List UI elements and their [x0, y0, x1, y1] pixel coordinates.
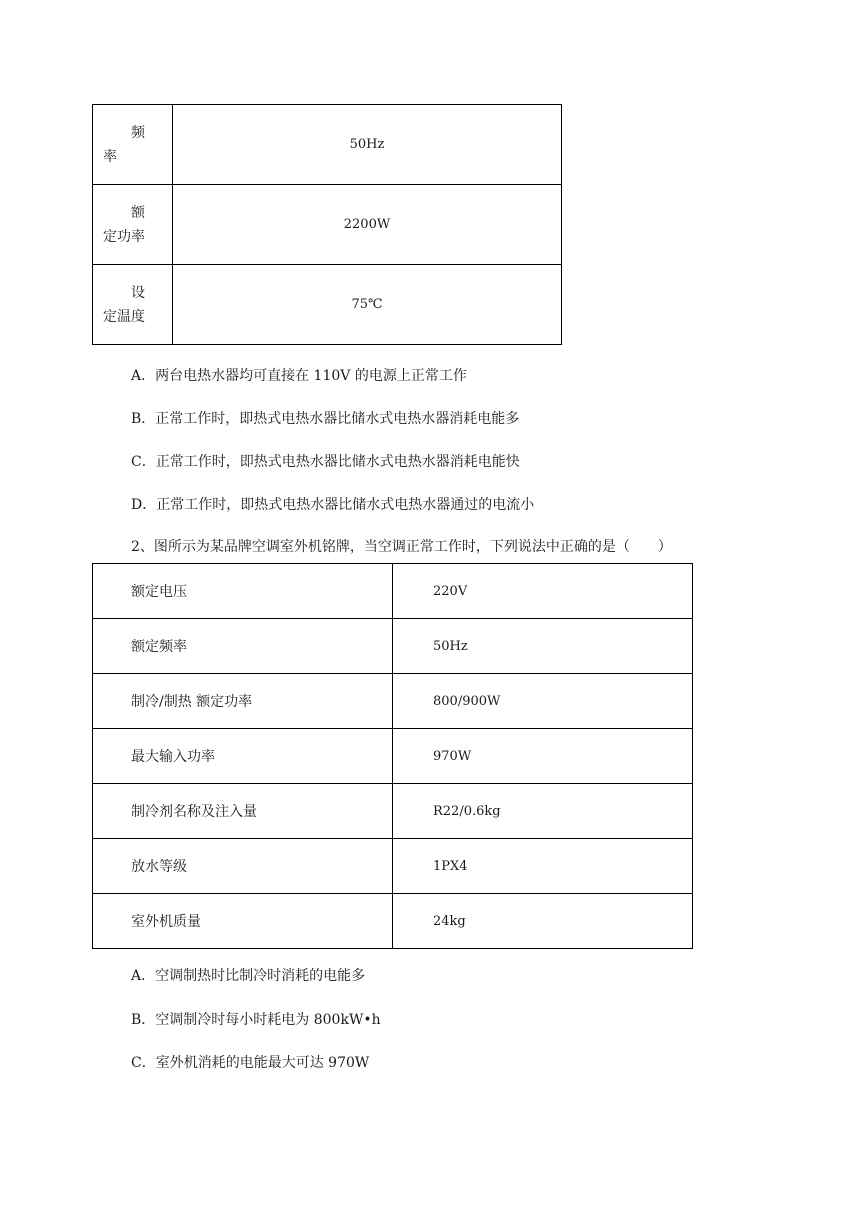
q1-option-b: B．正常工作时，即热式电热水器比储水式电热水器消耗电能多 — [131, 411, 520, 427]
spec-value: 50Hz — [173, 105, 562, 185]
spec-label: 设定温度 — [93, 265, 173, 345]
q1-option-c: C．正常工作时，即热式电热水器比储水式电热水器消耗电能快 — [131, 454, 520, 470]
nameplate-label: 制冷/制热 额定功率 — [93, 674, 393, 729]
table-row — [93, 564, 693, 619]
nameplate-value: R22/0.6kg — [393, 784, 693, 839]
table-row — [93, 105, 562, 185]
spec-label: 频率 — [93, 105, 173, 185]
nameplate-label: 制冷剂名称及注入量 — [93, 784, 393, 839]
table-row — [93, 784, 693, 839]
q2-option-c: C．室外机消耗的电能最大可达 970W — [131, 1055, 370, 1071]
table-row — [93, 894, 693, 949]
q2-option-b: B．空调制冷时每小时耗电为 800kW•h — [131, 1012, 381, 1028]
table-row — [93, 839, 693, 894]
spec-value: 75℃ — [173, 265, 562, 345]
q2-stem: 2、图所示为某品牌空调室外机铭牌，当空调正常工作时，下列说法中正确的是（ ） — [131, 539, 672, 555]
table-row — [93, 619, 693, 674]
nameplate-value: 1PX4 — [393, 839, 693, 894]
table-row — [93, 674, 693, 729]
q2-option-a: A．空调制热时比制冷时消耗的电能多 — [131, 968, 366, 984]
nameplate-label: 室外机质量 — [93, 894, 393, 949]
nameplate-label: 放水等级 — [93, 839, 393, 894]
q1-option-d: D．正常工作时，即热式电热水器比储水式电热水器通过的电流小 — [131, 497, 535, 513]
table-row — [93, 265, 562, 345]
spec-value: 2200W — [173, 185, 562, 265]
spec-label: 额定功率 — [93, 185, 173, 265]
nameplate-label: 额定频率 — [93, 619, 393, 674]
nameplate-value: 800/900W — [393, 674, 693, 729]
nameplate-label: 最大输入功率 — [93, 729, 393, 784]
q1-option-a: A．两台电热水器均可直接在 110V 的电源上正常工作 — [131, 368, 467, 384]
heater-spec-table — [92, 104, 562, 345]
nameplate-value: 24kg — [393, 894, 693, 949]
nameplate-value: 970W — [393, 729, 693, 784]
ac-nameplate-table — [92, 563, 693, 949]
table-row — [93, 185, 562, 265]
nameplate-label: 额定电压 — [93, 564, 393, 619]
nameplate-value: 50Hz — [393, 619, 693, 674]
table-row — [93, 729, 693, 784]
nameplate-value: 220V — [393, 564, 693, 619]
